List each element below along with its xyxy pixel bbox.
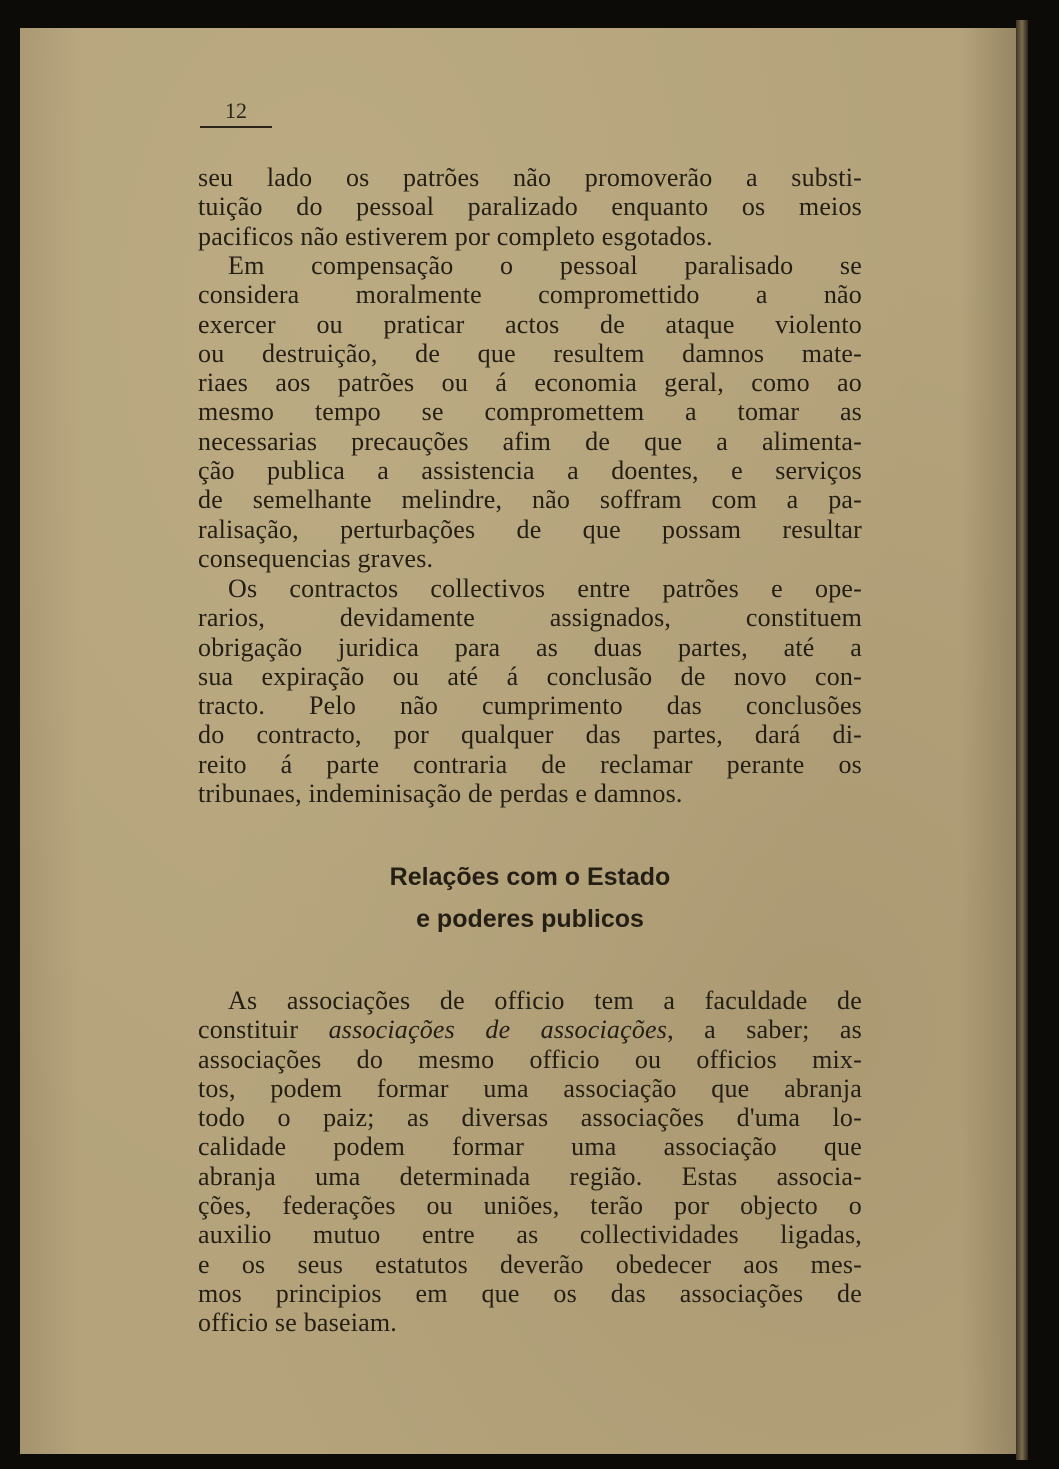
paragraph-associations — [198, 986, 862, 1338]
text-line: ções, federações ou uniões, terão por objecto o — [198, 1191, 862, 1221]
text-line: mos principios em que os das associações de — [198, 1278, 862, 1308]
text-line: ção publica a assistencia a doentes, e serviços — [198, 456, 862, 486]
paragraph-compensation — [198, 251, 862, 573]
text-line: calidade podem formar uma associação que — [198, 1132, 862, 1162]
text-line: exercer ou praticar actos de ataque violento — [198, 309, 862, 339]
text-line: reito á parte contraria de reclamar perante os — [198, 749, 862, 779]
text-line: tribunaes, indeminisação de perdas e damnos. — [198, 779, 683, 809]
text-line: pacificos não estiverem por completo esgotados. — [198, 221, 713, 251]
text-line: tuição do pessoal paralizado enquanto os meios — [198, 192, 862, 222]
text-line: tos, podem formar uma associação que abranja — [198, 1073, 862, 1103]
text-line: ou destruição, de que resultem damnos mate- — [198, 338, 862, 368]
text-line: associações do mesmo officio ou officios mix- — [198, 1044, 862, 1074]
text-line: todo o paiz; as diversas associações d'uma lo- — [198, 1103, 862, 1133]
text-line: Em compensação o pessoal paralisado se — [228, 251, 862, 280]
text-line: riaes aos patrões ou á economia geral, como ao — [198, 368, 862, 398]
text-line: auxilio mutuo entre as collectividades ligadas, — [198, 1220, 862, 1250]
text-line: e os seus estatutos deverão obedecer aos mes- — [198, 1249, 862, 1279]
text-line: officio se baseiam. — [198, 1308, 397, 1338]
text-line: consequencias graves. — [198, 543, 434, 573]
text-line: ralisação, perturbações de que possam resultar — [198, 514, 862, 544]
text-line: considera moralmente compromettido a não — [198, 280, 862, 310]
paragraph-continuation — [198, 163, 862, 251]
text-line: obrigação juridica para as duas partes, até a — [198, 632, 862, 662]
section-heading-line-1: Relações com o Estado — [389, 863, 671, 891]
text-line: sua expiração ou até á conclusão de novo con- — [198, 661, 862, 691]
text-line-with-italic — [198, 1015, 862, 1044]
text-segment: , a saber; as — [667, 1015, 862, 1045]
text-line: abranja uma determinada região. Estas associa- — [198, 1161, 862, 1191]
text-line: Os contractos collectivos entre patrões e ope- — [228, 574, 862, 603]
text-line: tracto. Pelo não cumprimento das conclusões — [198, 691, 862, 721]
text-line: mesmo tempo se compromettem a tomar as — [198, 397, 862, 427]
text-line: de semelhante melindre, não soffram com a pa- — [198, 485, 862, 515]
text-line: do contracto, por qualquer das partes, dará di- — [198, 720, 862, 750]
section-heading — [198, 856, 862, 940]
book-spine-edge — [1016, 20, 1028, 1460]
text-segment: constituir — [198, 1015, 329, 1045]
section-heading-line-2: e poderes publicos — [416, 905, 644, 933]
page-number: 12 — [200, 98, 272, 128]
text-line: seu lado os patrões não promoverão a substi- — [198, 163, 862, 192]
text-line: As associações de officio tem a faculdade de — [228, 986, 862, 1015]
italic-term: associações de associações — [328, 1015, 668, 1045]
text-line: necessarias precauções afim de que a alimenta- — [198, 426, 862, 456]
paragraph-collective-contracts — [198, 574, 862, 808]
text-line: rarios, devidamente assignados, constituem — [198, 603, 862, 633]
